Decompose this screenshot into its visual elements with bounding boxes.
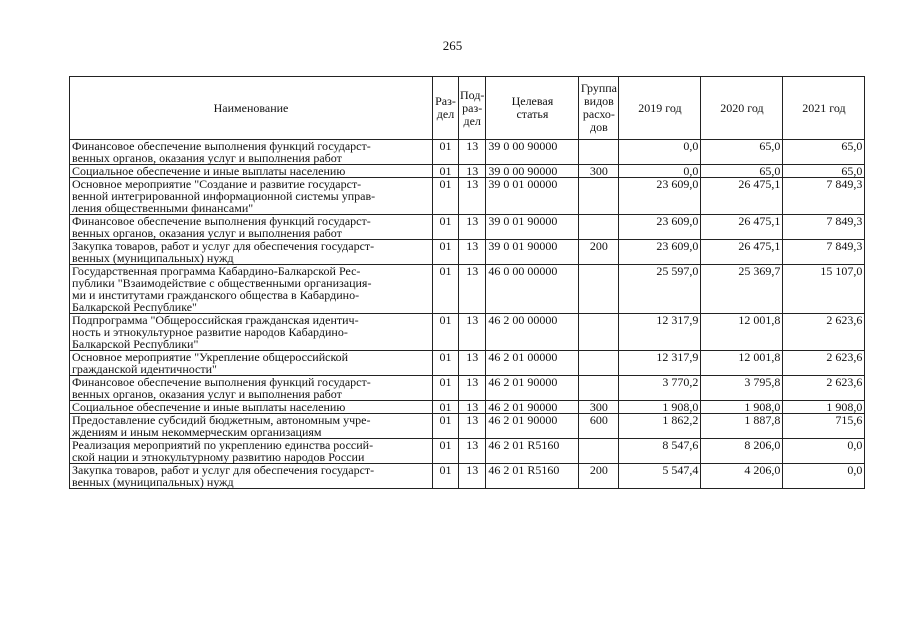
row-expense-group-cell: 200: [579, 464, 619, 489]
row-2019-cell: 3 770,2: [619, 376, 701, 401]
row-razdel-cell: 01: [433, 240, 459, 265]
table-row: [70, 240, 865, 265]
row-2019-cell: 25 597,0: [619, 265, 701, 314]
page-number: 265: [442, 38, 463, 53]
row-2021-cell: 2 623,6: [783, 351, 865, 376]
col-header-podrazdel: [459, 77, 486, 140]
row-2021-cell: 1 908,0: [783, 401, 865, 414]
table-body: [70, 140, 865, 489]
col-header-expense-group-label: Группа видов расхо- дов: [580, 81, 618, 134]
row-razdel-cell: 01: [433, 215, 459, 240]
col-header-razdel-label: Раз- дел: [435, 94, 456, 121]
row-2019-cell: 12 317,9: [619, 314, 701, 351]
col-header-razdel: [433, 77, 459, 140]
row-target-article-cell: 46 2 01 R5160: [486, 464, 579, 489]
row-podrazdel-cell: 13: [459, 401, 486, 414]
row-2021-cell: 65,0: [783, 165, 865, 178]
row-name-cell: Государственная программа Кабардино-Балкарской Рес- публики "Взаимодействие с общественными организация- ми и институтами гражданского общества в Кабардино- Балкарской Республике": [70, 265, 433, 314]
row-2019-cell: 12 317,9: [619, 351, 701, 376]
col-header-2020-label: 2020 год: [720, 100, 764, 115]
row-name-cell: Закупка товаров, работ и услуг для обеспечения государст- венных (муниципальных) нужд: [70, 240, 433, 265]
row-target-article-cell: 46 2 00 00000: [486, 314, 579, 351]
row-target-article-cell: 46 2 01 90000: [486, 401, 579, 414]
table-row: [70, 401, 865, 414]
row-podrazdel-cell: 13: [459, 265, 486, 314]
row-2020-cell: 25 369,7: [701, 265, 783, 314]
row-2021-cell: 7 849,3: [783, 178, 865, 215]
row-razdel-cell: 01: [433, 439, 459, 464]
table-row: [70, 178, 865, 215]
row-2021-cell: 0,0: [783, 464, 865, 489]
row-podrazdel-cell: 13: [459, 140, 486, 165]
row-name-cell: Финансовое обеспечение выполнения функций государст- венных органов, оказания услуг и выполнения работ: [70, 140, 433, 165]
row-name-cell: Предоставление субсидий бюджетным, автономным учре- ждениям и иным некоммерческим организациям: [70, 414, 433, 439]
row-razdel-cell: 01: [433, 265, 459, 314]
row-target-article-cell: 39 0 00 90000: [486, 140, 579, 165]
row-podrazdel-cell: 13: [459, 464, 486, 489]
row-2019-cell: 0,0: [619, 165, 701, 178]
col-header-2019-label: 2019 год: [638, 100, 682, 115]
table-row: [70, 376, 865, 401]
row-2019-cell: 8 547,6: [619, 439, 701, 464]
row-2020-cell: 26 475,1: [701, 178, 783, 215]
row-podrazdel-cell: 13: [459, 240, 486, 265]
row-name-cell: Социальное обеспечение и иные выплаты населению: [70, 165, 433, 178]
row-2020-cell: 12 001,8: [701, 314, 783, 351]
row-expense-group-cell: 200: [579, 240, 619, 265]
row-name-cell: Социальное обеспечение и иные выплаты населению: [70, 401, 433, 414]
row-2019-cell: 23 609,0: [619, 240, 701, 265]
table-row: [70, 414, 865, 439]
row-expense-group-cell: [579, 215, 619, 240]
row-expense-group-cell: [579, 376, 619, 401]
row-target-article-cell: 39 0 00 90000: [486, 165, 579, 178]
table-row: [70, 314, 865, 351]
row-expense-group-cell: [579, 351, 619, 376]
row-podrazdel-cell: 13: [459, 178, 486, 215]
row-2020-cell: 65,0: [701, 140, 783, 165]
table-row: [70, 265, 865, 314]
row-name-cell: Подпрограмма "Общероссийская гражданская идентич- ность и этнокультурное развитие народов Кабардино- Балкарской Республики": [70, 314, 433, 351]
row-2021-cell: 15 107,0: [783, 265, 865, 314]
row-2020-cell: 12 001,8: [701, 351, 783, 376]
row-expense-group-cell: 300: [579, 401, 619, 414]
table-row: [70, 351, 865, 376]
row-target-article-cell: 46 0 00 00000: [486, 265, 579, 314]
col-header-target-article-label: Целевая статья: [511, 94, 554, 121]
row-2020-cell: 26 475,1: [701, 215, 783, 240]
row-2019-cell: 1 862,2: [619, 414, 701, 439]
row-target-article-cell: 46 2 01 90000: [486, 376, 579, 401]
row-podrazdel-cell: 13: [459, 351, 486, 376]
row-target-article-cell: 39 0 01 90000: [486, 240, 579, 265]
row-2019-cell: 5 547,4: [619, 464, 701, 489]
row-podrazdel-cell: 13: [459, 439, 486, 464]
col-header-expense-group: [579, 77, 619, 140]
col-header-target-article: [486, 77, 579, 140]
row-razdel-cell: 01: [433, 464, 459, 489]
row-razdel-cell: 01: [433, 401, 459, 414]
table-row: [70, 439, 865, 464]
row-razdel-cell: 01: [433, 376, 459, 401]
table-row: [70, 165, 865, 178]
row-podrazdel-cell: 13: [459, 215, 486, 240]
row-expense-group-cell: [579, 178, 619, 215]
row-name-cell: Основное мероприятие "Укрепление общероссийской гражданской идентичности": [70, 351, 433, 376]
row-target-article-cell: 39 0 01 00000: [486, 178, 579, 215]
row-2020-cell: 26 475,1: [701, 240, 783, 265]
row-expense-group-cell: [579, 314, 619, 351]
row-2021-cell: 2 623,6: [783, 376, 865, 401]
row-target-article-cell: 46 2 01 R5160: [486, 439, 579, 464]
table-row: [70, 140, 865, 165]
col-header-name: [70, 77, 433, 140]
row-razdel-cell: 01: [433, 178, 459, 215]
row-name-cell: Закупка товаров, работ и услуг для обеспечения государст- венных (муниципальных) нужд: [70, 464, 433, 489]
row-target-article-cell: 39 0 01 90000: [486, 215, 579, 240]
row-target-article-cell: 46 2 01 90000: [486, 414, 579, 439]
row-2020-cell: 4 206,0: [701, 464, 783, 489]
row-name-cell: Финансовое обеспечение выполнения функций государст- венных органов, оказания услуг и выполнения работ: [70, 376, 433, 401]
col-header-2021-label: 2021 год: [802, 100, 846, 115]
row-expense-group-cell: [579, 265, 619, 314]
col-header-2020: [701, 77, 783, 140]
row-expense-group-cell: [579, 140, 619, 165]
col-header-2019: [619, 77, 701, 140]
row-podrazdel-cell: 13: [459, 376, 486, 401]
row-name-cell: Финансовое обеспечение выполнения функций государст- венных органов, оказания услуг и выполнения работ: [70, 215, 433, 240]
row-podrazdel-cell: 13: [459, 165, 486, 178]
row-expense-group-cell: [579, 439, 619, 464]
row-2020-cell: 1 887,8: [701, 414, 783, 439]
row-2021-cell: 7 849,3: [783, 215, 865, 240]
row-expense-group-cell: 300: [579, 165, 619, 178]
row-2019-cell: 23 609,0: [619, 215, 701, 240]
row-target-article-cell: 46 2 01 00000: [486, 351, 579, 376]
row-razdel-cell: 01: [433, 414, 459, 439]
row-2020-cell: 8 206,0: [701, 439, 783, 464]
row-2021-cell: 7 849,3: [783, 240, 865, 265]
col-header-name-label: Наименование: [213, 100, 289, 115]
col-header-podrazdel-label: Под- раз- дел: [460, 87, 485, 128]
col-header-2021: [783, 77, 865, 140]
row-2020-cell: 1 908,0: [701, 401, 783, 414]
row-2021-cell: 65,0: [783, 140, 865, 165]
table-header-row: [70, 77, 865, 140]
row-2021-cell: 2 623,6: [783, 314, 865, 351]
row-name-cell: Реализация мероприятий по укреплению единства россий- ской нации и этнокультурному развитию народов России: [70, 439, 433, 464]
row-podrazdel-cell: 13: [459, 414, 486, 439]
row-podrazdel-cell: 13: [459, 314, 486, 351]
row-2020-cell: 3 795,8: [701, 376, 783, 401]
row-2019-cell: 23 609,0: [619, 178, 701, 215]
row-razdel-cell: 01: [433, 140, 459, 165]
row-name-cell: Основное мероприятие "Создание и развитие государст- венной интегрированной информационной системы управ- ления общественными финансами": [70, 178, 433, 215]
row-razdel-cell: 01: [433, 351, 459, 376]
row-expense-group-cell: 600: [579, 414, 619, 439]
budget-table: [69, 76, 865, 489]
row-2019-cell: 1 908,0: [619, 401, 701, 414]
row-razdel-cell: 01: [433, 314, 459, 351]
row-2020-cell: 65,0: [701, 165, 783, 178]
row-2021-cell: 0,0: [783, 439, 865, 464]
row-2021-cell: 715,6: [783, 414, 865, 439]
table-row: [70, 215, 865, 240]
table-row: [70, 464, 865, 489]
row-2019-cell: 0,0: [619, 140, 701, 165]
row-razdel-cell: 01: [433, 165, 459, 178]
